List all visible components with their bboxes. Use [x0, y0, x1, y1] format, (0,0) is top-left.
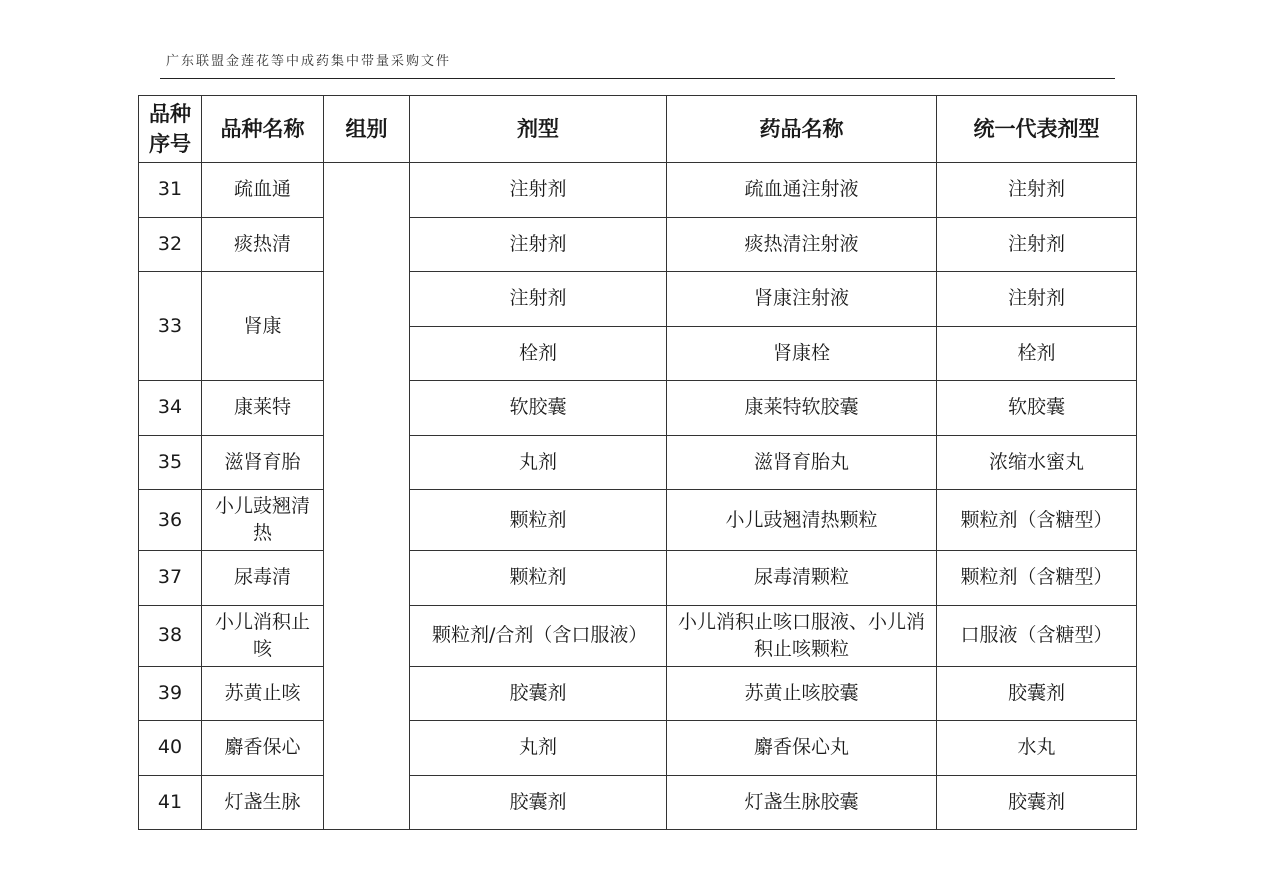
form-cell: 注射剂: [410, 272, 667, 327]
drug-cell: 苏黄止咳胶囊: [667, 666, 937, 721]
drug-cell: 滋肾育胎丸: [667, 435, 937, 490]
seq-cell: 37: [139, 551, 202, 606]
drug-cell: 小儿消积止咳口服液、小儿消积止咳颗粒: [667, 605, 937, 666]
drug-table: [138, 95, 1137, 830]
table-row: [139, 605, 1137, 666]
name-cell: 小儿消积止咳: [202, 605, 324, 666]
rep-form-cell: 注射剂: [937, 217, 1137, 272]
form-cell: 栓剂: [410, 326, 667, 381]
table-row: [139, 775, 1137, 830]
column-header-group: 组别: [324, 96, 410, 163]
rep-form-cell: 栓剂: [937, 326, 1137, 381]
seq-cell: 38: [139, 605, 202, 666]
rep-form-cell: 注射剂: [937, 272, 1137, 327]
name-cell: 尿毒清: [202, 551, 324, 606]
table-row: [139, 381, 1137, 436]
form-cell: 丸剂: [410, 435, 667, 490]
seq-cell: 32: [139, 217, 202, 272]
drug-cell: 疏血通注射液: [667, 163, 937, 218]
form-cell: 注射剂: [410, 163, 667, 218]
name-cell: 疏血通: [202, 163, 324, 218]
table-row: [139, 721, 1137, 776]
seq-cell: 40: [139, 721, 202, 776]
rep-form-cell: 颗粒剂（含糖型）: [937, 490, 1137, 551]
drug-cell: 尿毒清颗粒: [667, 551, 937, 606]
drug-cell: 肾康栓: [667, 326, 937, 381]
drug-cell: 痰热清注射液: [667, 217, 937, 272]
rep-form-cell: 胶囊剂: [937, 666, 1137, 721]
seq-cell: 39: [139, 666, 202, 721]
rep-form-cell: 口服液（含糖型）: [937, 605, 1137, 666]
seq-cell: 31: [139, 163, 202, 218]
form-cell: 颗粒剂/合剂（含口服液）: [410, 605, 667, 666]
drug-cell: 灯盏生脉胶囊: [667, 775, 937, 830]
rep-form-cell: 水丸: [937, 721, 1137, 776]
table-row: [139, 163, 1137, 218]
form-cell: 胶囊剂: [410, 775, 667, 830]
table-row: [139, 217, 1137, 272]
name-cell: 滋肾育胎: [202, 435, 324, 490]
column-header-rep-form: 统一代表剂型: [937, 96, 1137, 163]
form-cell: 软胶囊: [410, 381, 667, 436]
name-cell: 小儿豉翘清热: [202, 490, 324, 551]
seq-cell: 36: [139, 490, 202, 551]
rep-form-cell: 胶囊剂: [937, 775, 1137, 830]
form-cell: 丸剂: [410, 721, 667, 776]
drug-cell: 肾康注射液: [667, 272, 937, 327]
table-row: [139, 272, 1137, 327]
name-cell: 灯盏生脉: [202, 775, 324, 830]
column-header-seq: 品种序号: [139, 96, 202, 163]
seq-cell: 34: [139, 381, 202, 436]
header-divider: [160, 78, 1115, 79]
table-row: [139, 490, 1137, 551]
form-cell: 颗粒剂: [410, 551, 667, 606]
rep-form-cell: 浓缩水蜜丸: [937, 435, 1137, 490]
form-cell: 注射剂: [410, 217, 667, 272]
rep-form-cell: 注射剂: [937, 163, 1137, 218]
document-header-title: 广东联盟金莲花等中成药集中带量采购文件: [166, 54, 452, 69]
seq-cell: 41: [139, 775, 202, 830]
column-header-drug: 药品名称: [667, 96, 937, 163]
name-cell: 苏黄止咳: [202, 666, 324, 721]
drug-cell: 小儿豉翘清热颗粒: [667, 490, 937, 551]
table-row: [139, 435, 1137, 490]
drug-cell: 康莱特软胶囊: [667, 381, 937, 436]
table-header-row: [139, 96, 1137, 163]
form-cell: 颗粒剂: [410, 490, 667, 551]
rep-form-cell: 颗粒剂（含糖型）: [937, 551, 1137, 606]
form-cell: 胶囊剂: [410, 666, 667, 721]
drug-cell: 麝香保心丸: [667, 721, 937, 776]
name-cell: 肾康: [202, 272, 324, 381]
seq-cell: 35: [139, 435, 202, 490]
table-row: [139, 666, 1137, 721]
column-header-name: 品种名称: [202, 96, 324, 163]
table-row: [139, 551, 1137, 606]
rep-form-cell: 软胶囊: [937, 381, 1137, 436]
name-cell: 康莱特: [202, 381, 324, 436]
group-cell: [324, 163, 410, 830]
name-cell: 痰热清: [202, 217, 324, 272]
seq-cell: 33: [139, 272, 202, 381]
column-header-form: 剂型: [410, 96, 667, 163]
name-cell: 麝香保心: [202, 721, 324, 776]
